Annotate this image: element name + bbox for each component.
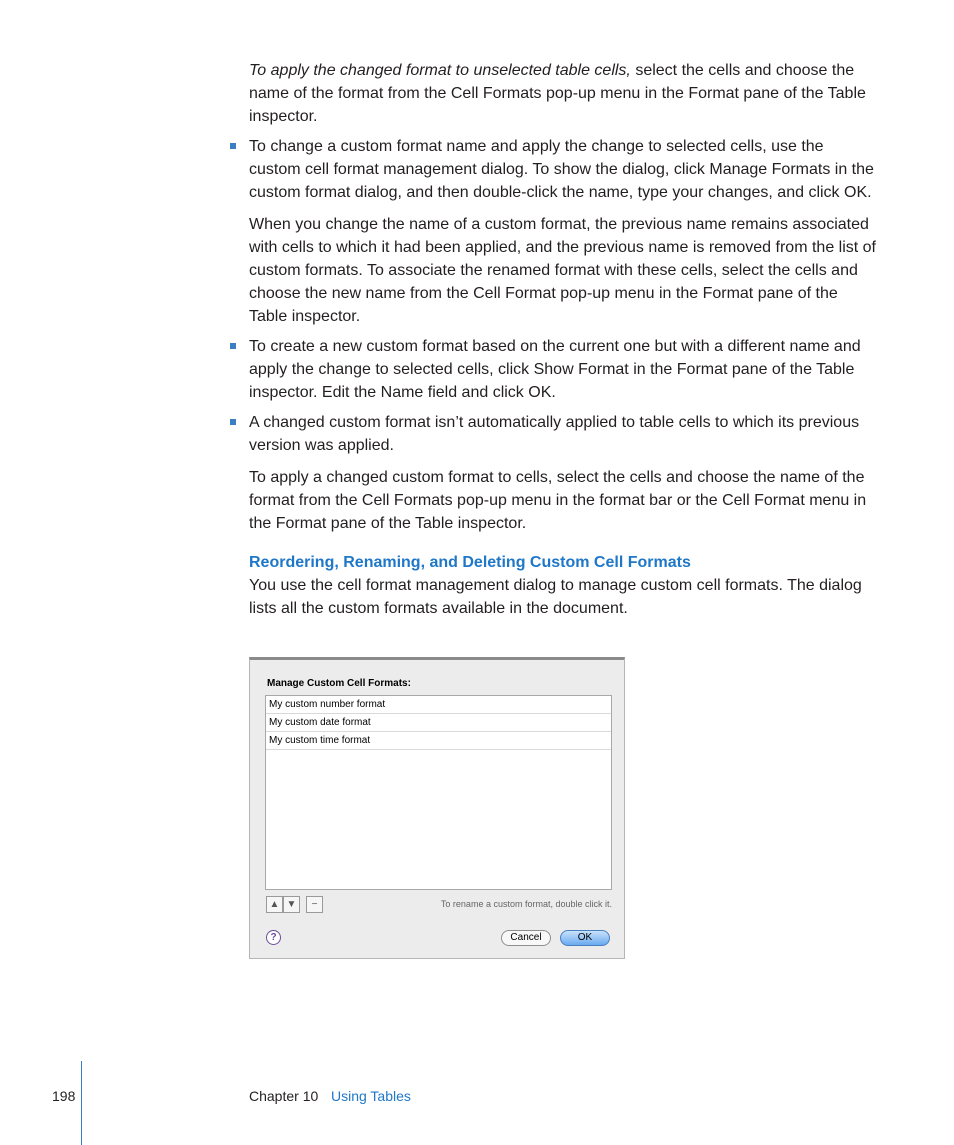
paragraph-text: select the cells and choose the name of the format from the Cell Formats pop-up menu in the Format pane of the Table inspector. <box>249 62 866 125</box>
ok-button[interactable]: OK <box>560 930 610 946</box>
arrow-up-icon: ▲ <box>269 899 280 910</box>
format-list[interactable] <box>265 695 612 890</box>
chapter-title: Using Tables <box>331 1088 411 1104</box>
dialog-title: Manage Custom Cell Formats: <box>267 678 411 689</box>
move-up-button[interactable] <box>266 896 283 913</box>
section-heading: Reordering, Renaming, and Deleting Custom Cell Formats <box>249 554 691 571</box>
paragraph: When you change the name of a custom format, the previous name remains associated with cells to which it had been applied, and the previous name is removed from the list of custom formats. To associate the renamed format with these cells, select the cells and choose the new name from the Cell Format pop-up menu in the Format pane of the Table inspector. <box>249 216 876 325</box>
paragraph: You use the cell format management dialog to manage custom cell formats. The dialog lists all the custom formats available in the document. <box>249 577 862 617</box>
paragraph <box>249 59 879 128</box>
body-text <box>249 59 879 620</box>
minus-icon: − <box>311 899 318 910</box>
bullet-square-icon <box>230 419 236 425</box>
help-icon[interactable]: ? <box>266 930 281 945</box>
bullet-square-icon <box>230 143 236 149</box>
bullet-text: To create a new custom format based on the current one but with a different name and apply the change to selected cells, click Show Format in the Format pane of the Table inspector. Edit the Name field and click OK. <box>249 338 861 401</box>
bullet-square-icon <box>230 343 236 349</box>
bullet-item <box>249 411 879 457</box>
page-number: 198 <box>52 1088 76 1104</box>
list-item[interactable]: My custom time format <box>266 732 611 750</box>
footer-divider <box>81 1061 82 1145</box>
list-item[interactable]: My custom date format <box>266 714 611 732</box>
bullet-text: To change a custom format name and apply the change to selected cells, use the custom cell format management dialog. To show the dialog, click Manage Formats in the custom format dialog, and then double-click the name, type your changes, and click OK. <box>249 138 874 201</box>
list-item[interactable]: My custom number format <box>266 696 611 714</box>
chapter-label: Chapter 10 <box>249 1088 319 1104</box>
italic-lead: To apply the changed format to unselected table cells, <box>249 62 631 79</box>
manage-formats-dialog <box>249 657 625 959</box>
arrow-down-icon: ▼ <box>286 899 297 910</box>
bullet-item <box>249 335 879 404</box>
rename-hint: To rename a custom format, double click it. <box>440 899 612 909</box>
bullet-text: A changed custom format isn’t automatically applied to table cells to which its previous version was applied. <box>249 414 860 454</box>
delete-button[interactable] <box>306 896 323 913</box>
bullet-item <box>249 135 879 204</box>
move-down-button[interactable] <box>283 896 300 913</box>
paragraph: To apply a changed custom format to cells, select the cells and choose the name of the format from the Cell Formats pop-up menu in the format bar or the Cell Format menu in the Format pane of the Table inspector. <box>249 469 867 532</box>
cancel-button[interactable]: Cancel <box>501 930 551 946</box>
